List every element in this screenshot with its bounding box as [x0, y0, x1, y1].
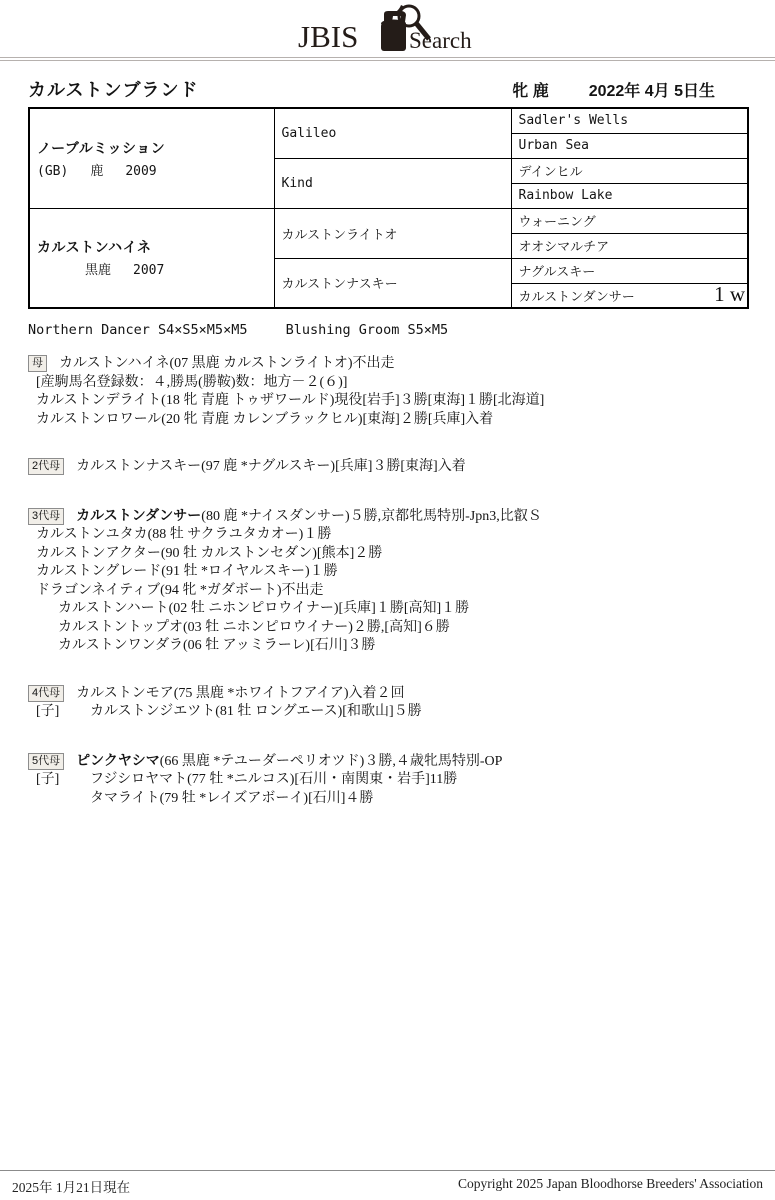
family-line — [28, 355, 747, 374]
family-line — [28, 582, 747, 601]
gp-cell: オオシマルチア — [511, 233, 748, 258]
gp-cell: Urban Sea — [511, 133, 748, 158]
horse-name: ピンクヤシマ — [76, 751, 160, 768]
horse-basic-info — [512, 78, 715, 101]
gp-cell: ナグルスキー — [511, 258, 748, 283]
title-row — [28, 76, 747, 102]
family-line — [28, 458, 747, 477]
family-line — [28, 751, 747, 772]
birth-date: 2022年 4月 5日生 — [588, 83, 715, 100]
child-bracket: [子] — [36, 772, 60, 787]
family-sections — [28, 355, 747, 808]
horse-name: カルストンダンサー — [76, 506, 202, 523]
sire-year: 2009 — [125, 163, 157, 179]
generation-badge: 4代母 — [28, 685, 64, 702]
line-text: (66 黒鹿 *テユーダーペリオツド)３勝,４歳牝馬特別-OP — [159, 753, 503, 769]
generation-badge: 母 — [28, 355, 47, 372]
sire-coat: 鹿 — [90, 163, 104, 179]
family-section — [28, 685, 747, 722]
dam-dam-cell: カルストンナスキー — [274, 258, 511, 308]
family-line — [28, 790, 747, 809]
dam-year: 2007 — [133, 263, 165, 279]
line-text: カルストンアクター(90 牡 カルストンセダン)[熊本]２勝 — [36, 545, 383, 561]
line-text: (80 鹿 *ナイスダンサー)５勝,京都牝馬特別-Jpn3,比叡Ｓ — [201, 508, 542, 524]
family-line — [28, 545, 747, 564]
dam-sire-cell: カルストンライトオ — [274, 208, 511, 258]
line-text: カルストントップオ(03 牡 ニホンピロウイナー)２勝,[高知]６勝 — [58, 619, 450, 635]
logo-search-text: Search — [408, 28, 472, 53]
family-line — [28, 374, 747, 393]
generation-badge: 5代母 — [28, 753, 64, 770]
gp-cell: デインヒル — [511, 158, 748, 183]
line-text: カルストンジエツト(81 牡 ロングエース)[和歌山]５勝 — [90, 704, 422, 719]
sire-name: ノーブルミッション — [37, 139, 166, 156]
line-text: カルストンワンダラ(06 牡 アッミラーレ)[石川]３勝 — [58, 638, 376, 653]
line-text: フジシロヤマト(77 牡 *ニルコス)[石川・南関東・岩手]11勝 — [90, 772, 458, 787]
line-text: カルストンロワール(20 牝 青鹿 カレンブラックヒル)[東海]２勝[兵庫]入着 — [36, 411, 494, 427]
gp-cell — [511, 283, 748, 308]
as-of-date: 2025年 1月21日現在 — [12, 1180, 131, 1195]
pedigree-table — [28, 107, 749, 309]
copyright-text: Copyright 2025 Japan Bloodhorse Breeders' Association — [457, 1176, 763, 1191]
line-text: [産駒馬名登録数：４,勝馬(勝鞍)数：地方－２(６)] — [36, 374, 348, 390]
line-text: ドラゴンネイティブ(94 牝 *ガダボート)不出走 — [36, 582, 324, 598]
dam-name: カルストンハイネ — [37, 239, 152, 256]
sex-coat: 牝 鹿 — [512, 83, 549, 100]
family-line — [28, 506, 747, 527]
family-line — [28, 619, 747, 638]
jbis-search-logo — [296, 3, 480, 55]
family-section — [28, 458, 747, 477]
sire-dam-cell: Kind — [274, 158, 511, 208]
line-text: カルストンユタカ(88 牡 サクラユタカオー)１勝 — [36, 527, 332, 542]
family-line — [28, 392, 747, 411]
generation-badge: 3代母 — [28, 508, 64, 525]
family-line — [28, 600, 747, 619]
print-artifact: 1 w — [714, 283, 745, 306]
dam-cell — [29, 208, 274, 308]
line-text: カルストンハート(02 牡 ニホンピロウイナー)[兵庫]１勝[高知]１勝 — [58, 601, 470, 616]
logo-jbis-text: JBIS — [297, 19, 358, 54]
page-title: カルストンブランド — [28, 80, 199, 100]
gp-cell: Rainbow Lake — [511, 183, 748, 208]
page-header — [0, 0, 775, 57]
line-text: カルストンデライト(18 牝 青鹿 トゥザワールド)現役[岩手]３勝[東海]１勝[北海道] — [36, 393, 545, 408]
gp-name: カルストンダンサー — [518, 289, 635, 305]
inbreeding-item: Blushing Groom S5×M5 — [285, 322, 449, 338]
family-line — [28, 637, 747, 656]
dam-info — [37, 259, 267, 278]
line-text: カルストングレード(91 牡 *ロイヤルスキー)１勝 — [36, 564, 338, 579]
family-line — [28, 703, 747, 722]
generation-badge: 2代母 — [28, 458, 64, 475]
gp-cell: ウォーニング — [511, 208, 748, 233]
family-line — [28, 563, 747, 582]
family-line — [28, 411, 747, 430]
inbreeding-item: Northern Dancer S4×S5×M5×M5 — [28, 322, 248, 338]
child-bracket: [子] — [36, 704, 60, 719]
family-line — [28, 685, 747, 704]
family-line — [28, 526, 747, 545]
line-text: カルストンハイネ(07 黒鹿 カルストンライトオ)不出走 — [59, 356, 395, 371]
cylinder-icon — [381, 20, 406, 52]
line-text: カルストンモア(75 黒鹿 *ホワイトフアイア)入着２回 — [76, 685, 405, 701]
jbis-search-logo-graphic — [296, 3, 480, 55]
page-footer — [0, 1170, 775, 1196]
inbreeding-line — [28, 322, 747, 338]
sire-cell — [29, 108, 274, 208]
sire-origin: (GB) — [37, 163, 69, 179]
gp-cell: Sadler's Wells — [511, 108, 748, 133]
family-section — [28, 506, 747, 656]
line-text: カルストンナスキー(97 鹿 *ナグルスキー)[兵庫]３勝[東海]入着 — [76, 459, 466, 474]
line-text: タマライト(79 牡 *レイズアボーイ)[石川]４勝 — [90, 790, 374, 806]
sire-sire-cell: Galileo — [274, 108, 511, 158]
family-section — [28, 751, 747, 809]
family-section — [28, 355, 747, 429]
sire-info — [37, 160, 267, 179]
header-divider — [0, 57, 775, 61]
family-line — [28, 771, 747, 790]
dam-coat: 黒鹿 — [85, 263, 112, 279]
